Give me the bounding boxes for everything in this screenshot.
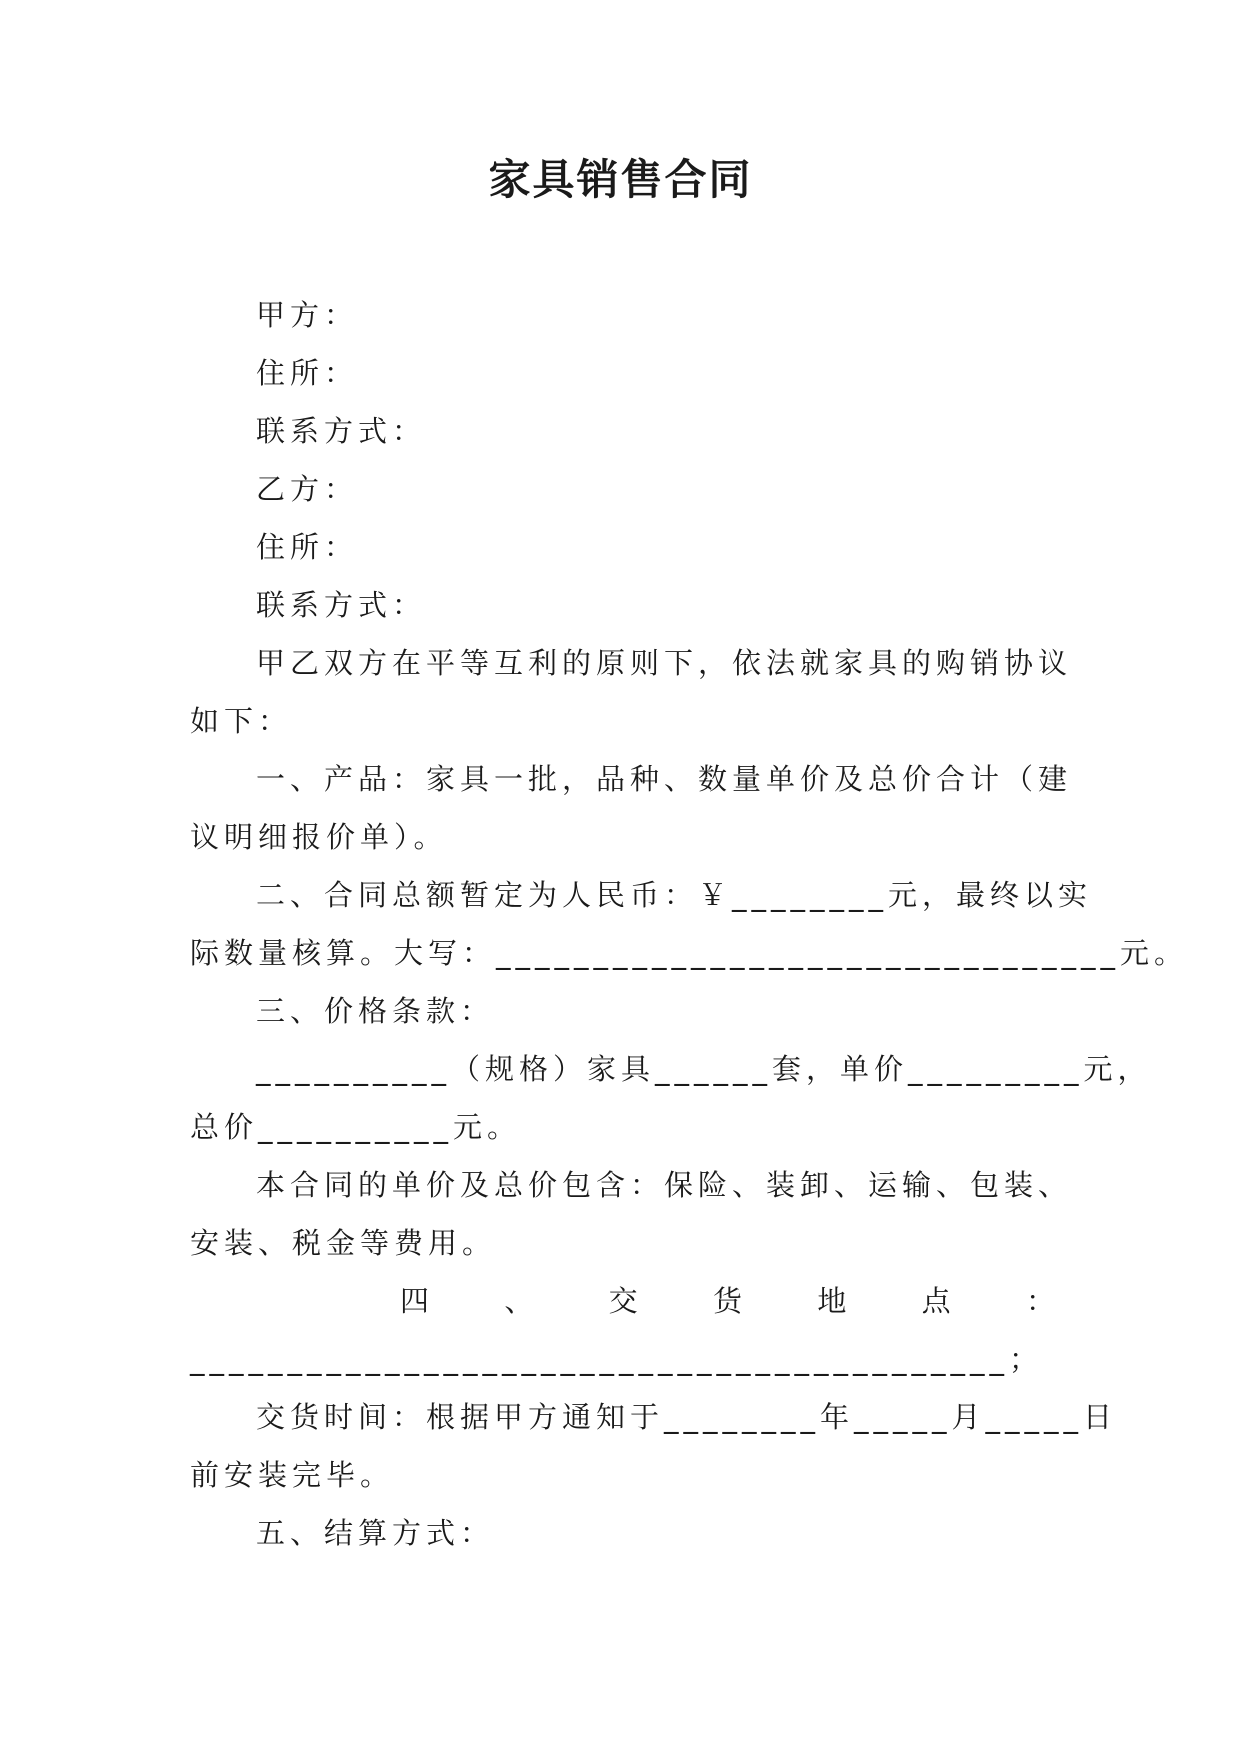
price-includes-line-2: 安装、税金等费用。 <box>190 1226 497 1260</box>
clause-3-line-2: 总价__________元。 <box>190 1110 522 1144</box>
clause-4-heading-char: 点 <box>921 1284 956 1318</box>
delivery-location-blank: __________________________________________； <box>190 1342 1044 1376</box>
clause-4-heading-char: ： <box>1025 1284 1060 1318</box>
clause-2-line-1: 二、合同总额暂定为人民币：￥________元，最终以实 <box>256 878 1093 912</box>
party-b-address: 住所： <box>256 530 359 564</box>
delivery-time-line-2: 前安装完毕。 <box>190 1458 395 1492</box>
party-a-address: 住所： <box>256 356 359 390</box>
clause-1-line-1: 一、产品：家具一批，品种、数量单价及总价合计（建 <box>256 762 1073 796</box>
clause-4-heading-char: 货 <box>712 1284 747 1318</box>
clause-5-heading: 五、结算方式： <box>256 1516 495 1550</box>
delivery-time-line-1: 交货时间：根据甲方通知于________年_____月_____日 <box>256 1400 1118 1434</box>
clause-2-line-2: 际数量核算。大写：________________________________元。 <box>190 936 1189 970</box>
clause-4-heading-char: 四 <box>400 1284 435 1318</box>
contract-body <box>190 286 1189 1562</box>
clause-4-heading <box>190 1272 1070 1330</box>
price-includes-line-1: 本合同的单价及总价包含：保险、装卸、运输、包装、 <box>256 1168 1073 1202</box>
party-b-label: 乙方： <box>256 472 359 506</box>
party-a-label: 甲方： <box>256 298 359 332</box>
clause-3-line-1: __________（规格）家具______套，单价_________元， <box>256 1052 1152 1086</box>
party-b-contact: 联系方式： <box>256 588 427 622</box>
clause-1-line-2: 议明细报价单）。 <box>190 820 448 854</box>
clause-4-heading-char: 、 <box>504 1284 539 1318</box>
party-a-contact: 联系方式： <box>256 414 427 448</box>
preamble-line-2: 如下： <box>190 704 293 738</box>
clause-4-heading-char: 交 <box>608 1284 643 1318</box>
page-title: 家具销售合同 <box>488 155 753 204</box>
clause-3-heading: 三、价格条款： <box>256 994 495 1028</box>
clause-4-heading-char: 地 <box>817 1284 852 1318</box>
preamble-line-1: 甲乙双方在平等互利的原则下，依法就家具的购销协议 <box>256 646 1073 680</box>
